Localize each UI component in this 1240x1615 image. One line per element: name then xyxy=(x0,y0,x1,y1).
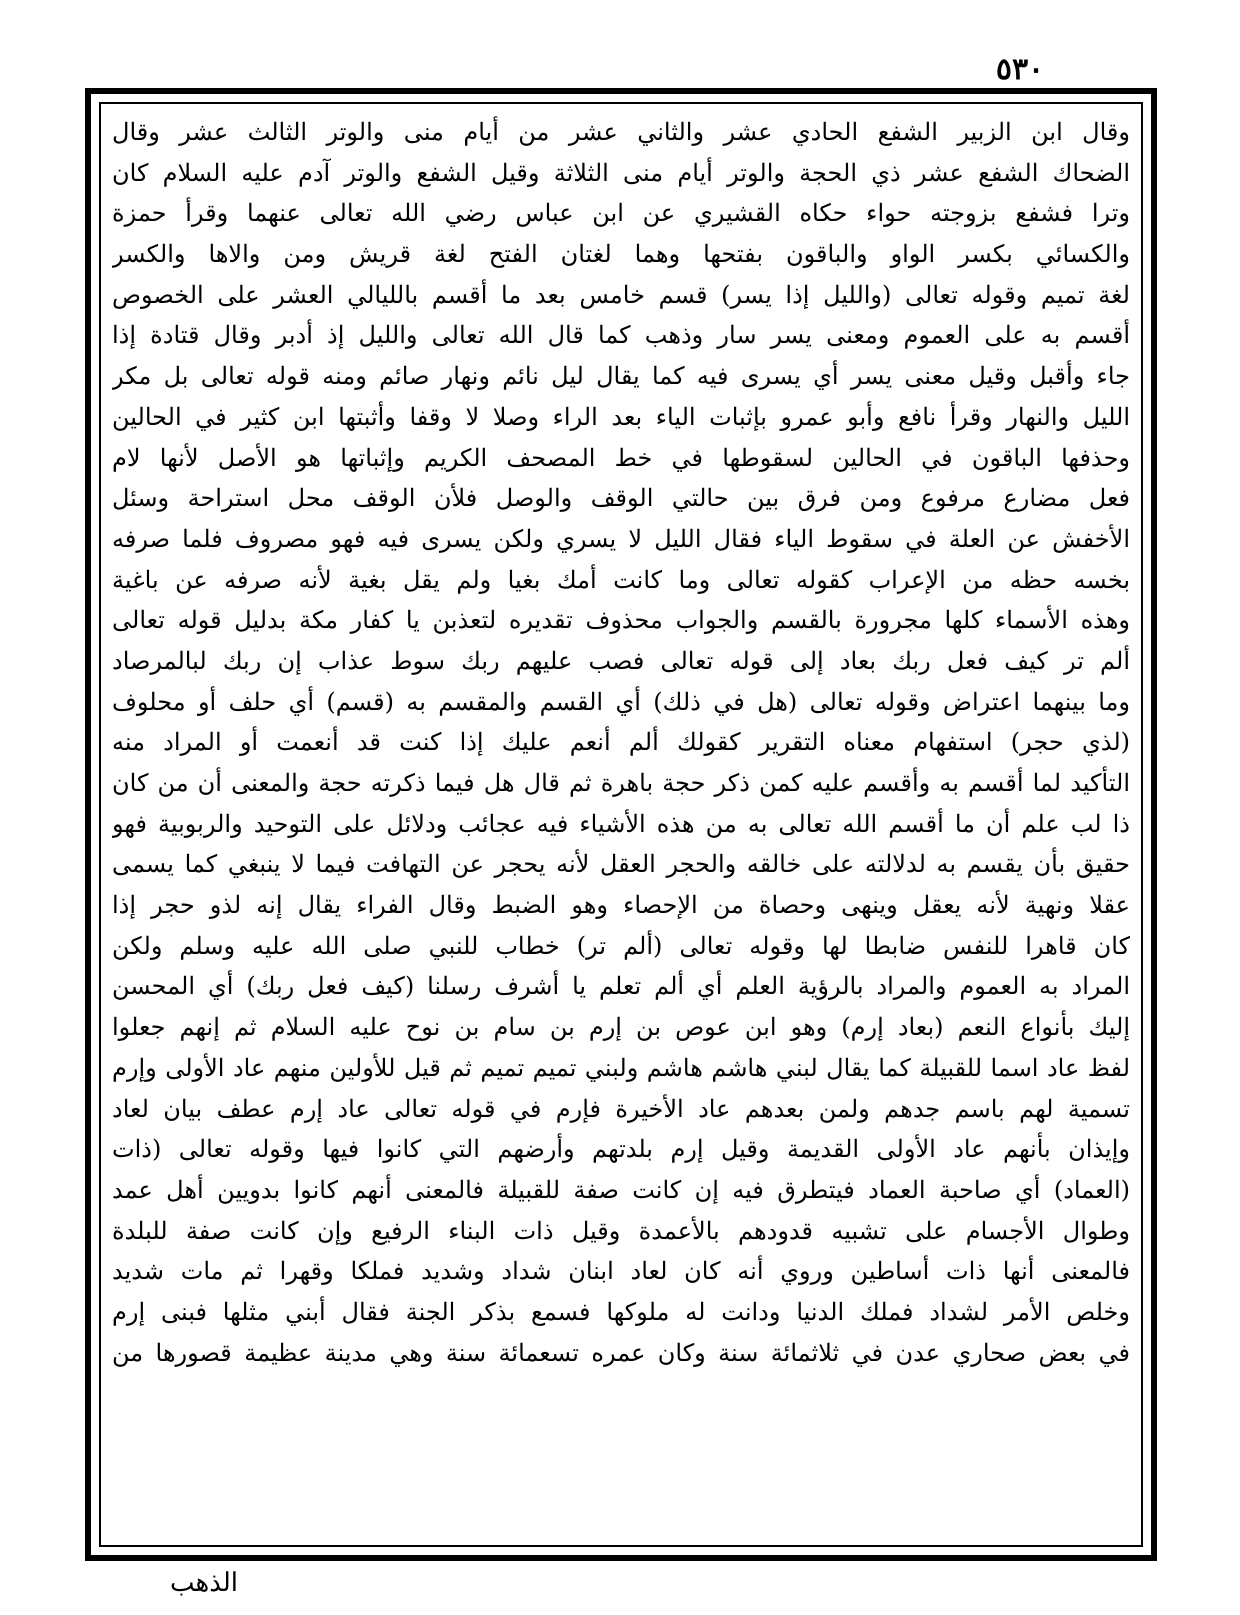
text-line: وخلص الأمر لشداد فملك الدنيا ودانت له ملوكها فسمع بذكر الجنة فقال أبني مثلها فبنى إرم xyxy=(112,1297,1130,1326)
text-line: الضحاك الشفع عشر ذي الحجة والوتر أيام منى الثلاثة وقيل الشفع والوتر آدم عليه السلام كان xyxy=(112,158,1130,187)
catchword: الذهب xyxy=(170,1568,239,1598)
text-line: المراد به العموم والمراد بالرؤية العلم أي ألم تعلم يا أشرف رسلنا (كيف فعل ربك) أي المحسن xyxy=(112,972,1130,1001)
text-line: في بعض صحاري عدن في ثلاثمائة سنة وكان عمره تسعمائة سنة وهي مدينة عظيمة قصورها من xyxy=(112,1338,1130,1367)
text-line: الأخفش عن العلة في سقوط الياء فقال الليل لا يسري ولكن يسرى فيه فهو مصروف فلما صرفه xyxy=(112,524,1130,553)
text-line: وقال ابن الزبير الشفع الحادي عشر والثاني عشر من أيام منى والوتر الثالث عشر وقال xyxy=(112,118,1130,146)
text-line: التأكيد لما أقسم به وأقسم عليه كمن ذكر حجة باهرة ثم قال هل فيما ذكرته حجة والمعنى أن من كان xyxy=(112,769,1130,797)
text-line: تسمية لهم باسم جدهم ولمن بعدهم عاد الأخيرة فإرم في قوله تعالى عاد إرم عطف بيان لعاد xyxy=(112,1094,1130,1123)
text-line: وطوال الأجسام على تشبيه قدودهم بالأعمدة وقيل ذات البناء الرفيع وإن كانت صفة للبلدة xyxy=(112,1216,1130,1245)
text-line: الليل والنهار وقرأ نافع وأبو عمرو بإثبات الياء بعد الراء وصلا لا وقفا وأثبتها ابن كثير في الحالين xyxy=(112,402,1130,431)
text-line: فعل مضارع مرفوع ومن فرق بين حالتي الوقف والوصل فلأن الوقف محل استراحة وسئل xyxy=(112,484,1130,513)
text-line: وترا فشفع بزوجته حواء حكاه القشيري عن ابن عباس رضي الله تعالى عنهما وقرأ حمزة xyxy=(112,199,1130,228)
text-line: وحذفها الباقون في الحالين لسقوطها في خط المصحف الكريم وإثباتها هو الأصل لأنها لام xyxy=(112,443,1130,472)
text-line: وما بينهما اعتراض وقوله تعالى (هل في ذلك) أي القسم والمقسم به (قسم) أي حلف أو محلوف xyxy=(112,687,1130,716)
text-line: بخسه حظه من الإعراب كقوله تعالى وما كانت أمك بغيا ولم يقل بغية لأنه صرفه عن باغية xyxy=(112,565,1130,594)
text-line: عقلا ونهية لأنه يعقل وينهى وحصاة من الإحصاء وهو الضبط وقال الفراء يقال إنه لذو حجر إذا xyxy=(112,891,1130,920)
text-body xyxy=(112,112,1130,1537)
text-line: أقسم به على العموم ومعنى يسر سار وذهب كما قال الله تعالى والليل إذ أدبر وقال قتادة إذا xyxy=(112,321,1130,350)
text-line: جاء وأقبل وقيل معنى يسر أي يسرى فيه كما يقال ليل نائم ونهار صائم ومنه قوله تعالى بل مكر xyxy=(112,362,1130,391)
text-line: إليك بأنواع النعم (بعاد إرم) وهو ابن عوص بن إرم بن سام بن نوح عليه السلام ثم إنهم جعلوا xyxy=(112,1013,1130,1042)
text-line: والكسائي بكسر الواو والباقون بفتحها وهما لغتان الفتح لغة قريش ومن والاها والكسر xyxy=(112,240,1130,269)
text-line: كان قاهرا للنفس ضابطا لها وقوله تعالى (ألم تر) خطاب للنبي صلى الله عليه وسلم ولكن xyxy=(112,931,1130,960)
page-number: ٥٣٠ xyxy=(995,52,1045,87)
text-line: وإيذان بأنهم عاد الأولى القديمة وقيل إرم بلدتهم وأرضهم التي كانوا فيها وقوله تعالى (ذات xyxy=(112,1135,1130,1164)
text-line: (لذي حجر) استفهام معناه التقرير كقولك ألم أنعم عليك إذا كنت قد أنعمت أو المراد منه xyxy=(112,728,1130,757)
text-line: وهذه الأسماء كلها مجرورة بالقسم والجواب محذوف تقديره لتعذبن يا كفار مكة بدليل قوله تعالى xyxy=(112,606,1130,635)
text-line: لغة تميم وقوله تعالى (والليل إذا يسر) قسم خامس بعد ما أقسم بالليالي العشر على الخصوص xyxy=(112,280,1130,309)
text-line: ألم تر كيف فعل ربك بعاد إلى قوله تعالى فصب عليهم ربك سوط عذاب إن ربك لبالمرصاد xyxy=(112,646,1130,675)
text-line: حقيق بأن يقسم به لدلالته على خالقه والحجر العقل لأنه يحجر عن التهافت فيما لا ينبغي كما يسمى xyxy=(112,850,1130,879)
text-line: لفظ عاد اسما للقبيلة كما يقال لبني هاشم هاشم ولبني تميم تميم ثم قيل للأولين منهم عاد الأولى وإرم xyxy=(112,1053,1130,1082)
text-line: فالمعنى أنها ذات أساطين وروي أنه كان لعاد ابنان شداد وشديد فملكا وقهرا ثم مات شديد xyxy=(112,1257,1130,1286)
text-line: (العماد) أي صاحبة العماد فيتطرق فيه إن كانت صفة للقبيلة فالمعنى أنهم كانوا بدويين أهل عمد xyxy=(112,1175,1130,1204)
text-line: ذا لب علم أن ما أقسم الله تعالى به من هذه الأشياء فيه عجائب ودلائل على التوحيد والربوبية فهو xyxy=(112,809,1130,838)
